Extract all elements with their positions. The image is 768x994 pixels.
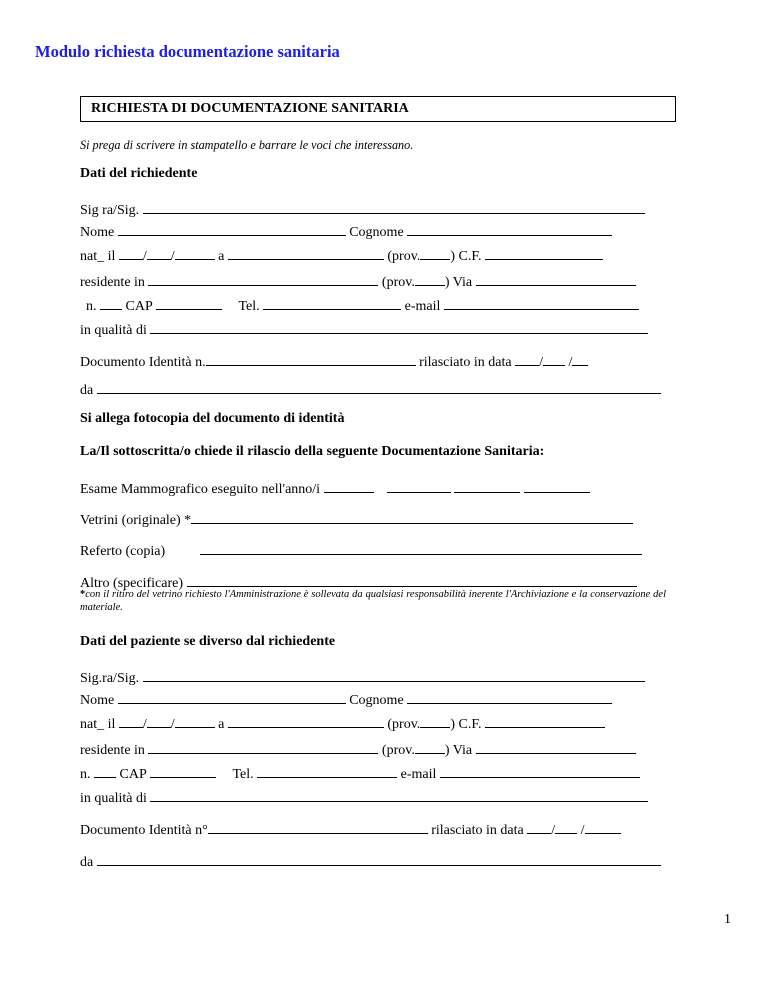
qualita-label: in qualità di: [80, 323, 147, 338]
rilasciato-label: rilasciato in data: [431, 823, 524, 838]
patient-role-row: [80, 788, 648, 807]
requester-number-field[interactable]: [100, 296, 122, 310]
date-separator: /: [580, 823, 585, 838]
patient-issuer-row: [80, 852, 661, 871]
tel-label: Tel.: [232, 767, 254, 782]
sig-label: Sig.ra/Sig.: [80, 671, 140, 686]
paren: ): [444, 275, 450, 290]
requester-birthplace-field[interactable]: [228, 246, 384, 260]
footnote-text: con il ritiro del vetrino richiesto l'Amministrazione è sollevata da qualsiasi responsabilità inerente l'Archiviazione e la conservazione del materiale.: [80, 589, 666, 613]
requester-nome-field[interactable]: [118, 222, 346, 236]
da-label: da: [80, 855, 94, 870]
patient-issue-month[interactable]: [555, 820, 577, 834]
form-title-box: RICHIESTA DI DOCUMENTAZIONE SANITARIA: [80, 96, 676, 122]
nat-label: nat_ il: [80, 249, 116, 264]
patient-cf-field[interactable]: [485, 714, 605, 728]
requester-issue-year[interactable]: [572, 352, 588, 366]
nat-label: nat_ il: [80, 717, 116, 732]
n-label: n.: [80, 767, 91, 782]
requester-email-field[interactable]: [444, 296, 639, 310]
paren: ): [444, 743, 450, 758]
date-separator: /: [142, 717, 147, 732]
request-item-referto: [80, 541, 642, 560]
requester-residence-row: [80, 272, 636, 291]
cognome-label: Cognome: [349, 225, 404, 240]
patient-residence-prov-field[interactable]: [415, 740, 445, 754]
patient-issue-day[interactable]: [527, 820, 551, 834]
request-item-esame: [80, 479, 590, 498]
prov-label: (prov.: [387, 717, 421, 732]
patient-sig-field[interactable]: [143, 668, 645, 682]
cap-label: CAP: [119, 767, 147, 782]
patient-document-field[interactable]: [208, 820, 428, 834]
patient-birthplace-field[interactable]: [228, 714, 384, 728]
requester-issue-day[interactable]: [515, 352, 539, 366]
patient-via-field[interactable]: [476, 740, 636, 754]
prov-label: (prov.: [381, 743, 415, 758]
requester-role-field[interactable]: [150, 320, 648, 334]
documento-label: Documento Identità n.: [80, 355, 206, 370]
date-separator: /: [539, 355, 543, 370]
requester-cf-field[interactable]: [485, 246, 603, 260]
cognome-label: Cognome: [349, 693, 404, 708]
patient-cap-field[interactable]: [150, 764, 216, 778]
requester-sig-row: [80, 200, 645, 219]
page-number: 1: [724, 912, 731, 927]
requester-tel-field[interactable]: [263, 296, 401, 310]
referto-field[interactable]: [200, 541, 642, 555]
date-separator: /: [551, 823, 556, 838]
date-separator: /: [142, 249, 147, 264]
date-separator: /: [170, 717, 175, 732]
patient-issuer-field[interactable]: [97, 852, 661, 866]
requester-birth-day[interactable]: [119, 246, 143, 260]
request-heading: La/Il sottoscritta/o chiede il rilascio della seguente Documentazione Sanitaria:: [80, 444, 545, 459]
vetrini-field[interactable]: [191, 510, 633, 524]
footnote-star: *: [80, 589, 86, 600]
patient-section-heading: Dati del paziente se diverso dal richiedente: [80, 634, 336, 649]
date-separator: /: [170, 249, 175, 264]
page-title: Modulo richiesta documentazione sanitaria: [35, 42, 340, 61]
documento-label: Documento Identità n°: [80, 823, 208, 838]
cf-label: C.F.: [458, 717, 482, 732]
paren: ): [450, 717, 455, 732]
vetrino-footnote: [80, 588, 666, 614]
patient-nome-field[interactable]: [118, 690, 346, 704]
requester-prov-field[interactable]: [420, 246, 450, 260]
patient-issue-year[interactable]: [585, 820, 621, 834]
rilasciato-label: rilasciato in data: [419, 355, 512, 370]
residente-label: residente in: [80, 275, 145, 290]
da-label: da: [80, 383, 94, 398]
requester-document-row: [80, 352, 588, 371]
requester-cap-field[interactable]: [156, 296, 222, 310]
esame-year-1[interactable]: [324, 479, 374, 493]
patient-birth-row: [80, 714, 605, 733]
requester-via-field[interactable]: [476, 272, 636, 286]
requester-birth-year[interactable]: [175, 246, 215, 260]
esame-year-4[interactable]: [524, 479, 590, 493]
residente-label: residente in: [80, 743, 145, 758]
attach-note: Si allega fotocopia del documento di identità: [80, 411, 345, 426]
email-label: e-mail: [404, 299, 441, 314]
patient-birth-year[interactable]: [175, 714, 215, 728]
requester-birth-month[interactable]: [147, 246, 171, 260]
patient-birth-day[interactable]: [119, 714, 143, 728]
prov-label: (prov.: [387, 249, 421, 264]
requester-residence-field[interactable]: [148, 272, 378, 286]
patient-name-row: [80, 690, 612, 709]
instruction-text: Si prega di scrivere in stampatello e barrare le voci che interessano.: [80, 138, 414, 152]
date-separator: /: [568, 355, 573, 370]
requester-name-row: [80, 222, 612, 241]
requester-sig-field[interactable]: [143, 200, 645, 214]
sig-label: Sig ra/Sig.: [80, 203, 140, 218]
patient-number-field[interactable]: [94, 764, 116, 778]
requester-birth-row: [80, 246, 603, 265]
patient-sig-row: [80, 668, 645, 687]
patient-role-field[interactable]: [150, 788, 648, 802]
cf-label: C.F.: [458, 249, 482, 264]
patient-birth-month[interactable]: [147, 714, 171, 728]
requester-contact-row: [86, 296, 639, 315]
n-label: n.: [86, 299, 97, 314]
patient-prov-field[interactable]: [420, 714, 450, 728]
requester-section-heading: Dati del richiedente: [80, 166, 198, 181]
requester-role-row: [80, 320, 648, 339]
a-label: a: [218, 249, 225, 264]
patient-email-field[interactable]: [440, 764, 640, 778]
paren: ): [450, 249, 455, 264]
qualita-label: in qualità di: [80, 791, 147, 806]
requester-residence-prov-field[interactable]: [415, 272, 445, 286]
patient-tel-field[interactable]: [257, 764, 397, 778]
email-label: e-mail: [400, 767, 437, 782]
patient-cognome-field[interactable]: [407, 690, 612, 704]
patient-contact-row: [80, 764, 640, 783]
requester-issuer-row: [80, 380, 661, 399]
esame-label: Esame Mammografico eseguito nell'anno/i: [80, 482, 321, 497]
esame-year-3[interactable]: [454, 479, 520, 493]
via-label: Via: [452, 743, 473, 758]
a-label: a: [218, 717, 225, 732]
prov-label: (prov.: [381, 275, 415, 290]
patient-document-row: [80, 820, 621, 839]
requester-document-field[interactable]: [206, 352, 416, 366]
altro-label: Altro (specificare): [80, 576, 183, 591]
tel-label: Tel.: [238, 299, 260, 314]
requester-cognome-field[interactable]: [407, 222, 612, 236]
requester-issue-month[interactable]: [543, 352, 565, 366]
cap-label: CAP: [125, 299, 153, 314]
patient-residence-row: [80, 740, 636, 759]
vetrini-label: Vetrini (originale) *: [80, 513, 192, 528]
patient-residence-field[interactable]: [148, 740, 378, 754]
nome-label: Nome: [80, 693, 115, 708]
request-item-vetrini: [80, 510, 633, 529]
requester-issuer-field[interactable]: [97, 380, 661, 394]
via-label: Via: [452, 275, 473, 290]
nome-label: Nome: [80, 225, 115, 240]
altro-field[interactable]: [187, 573, 637, 587]
referto-label: Referto (copia): [80, 544, 166, 559]
esame-year-2[interactable]: [387, 479, 451, 493]
